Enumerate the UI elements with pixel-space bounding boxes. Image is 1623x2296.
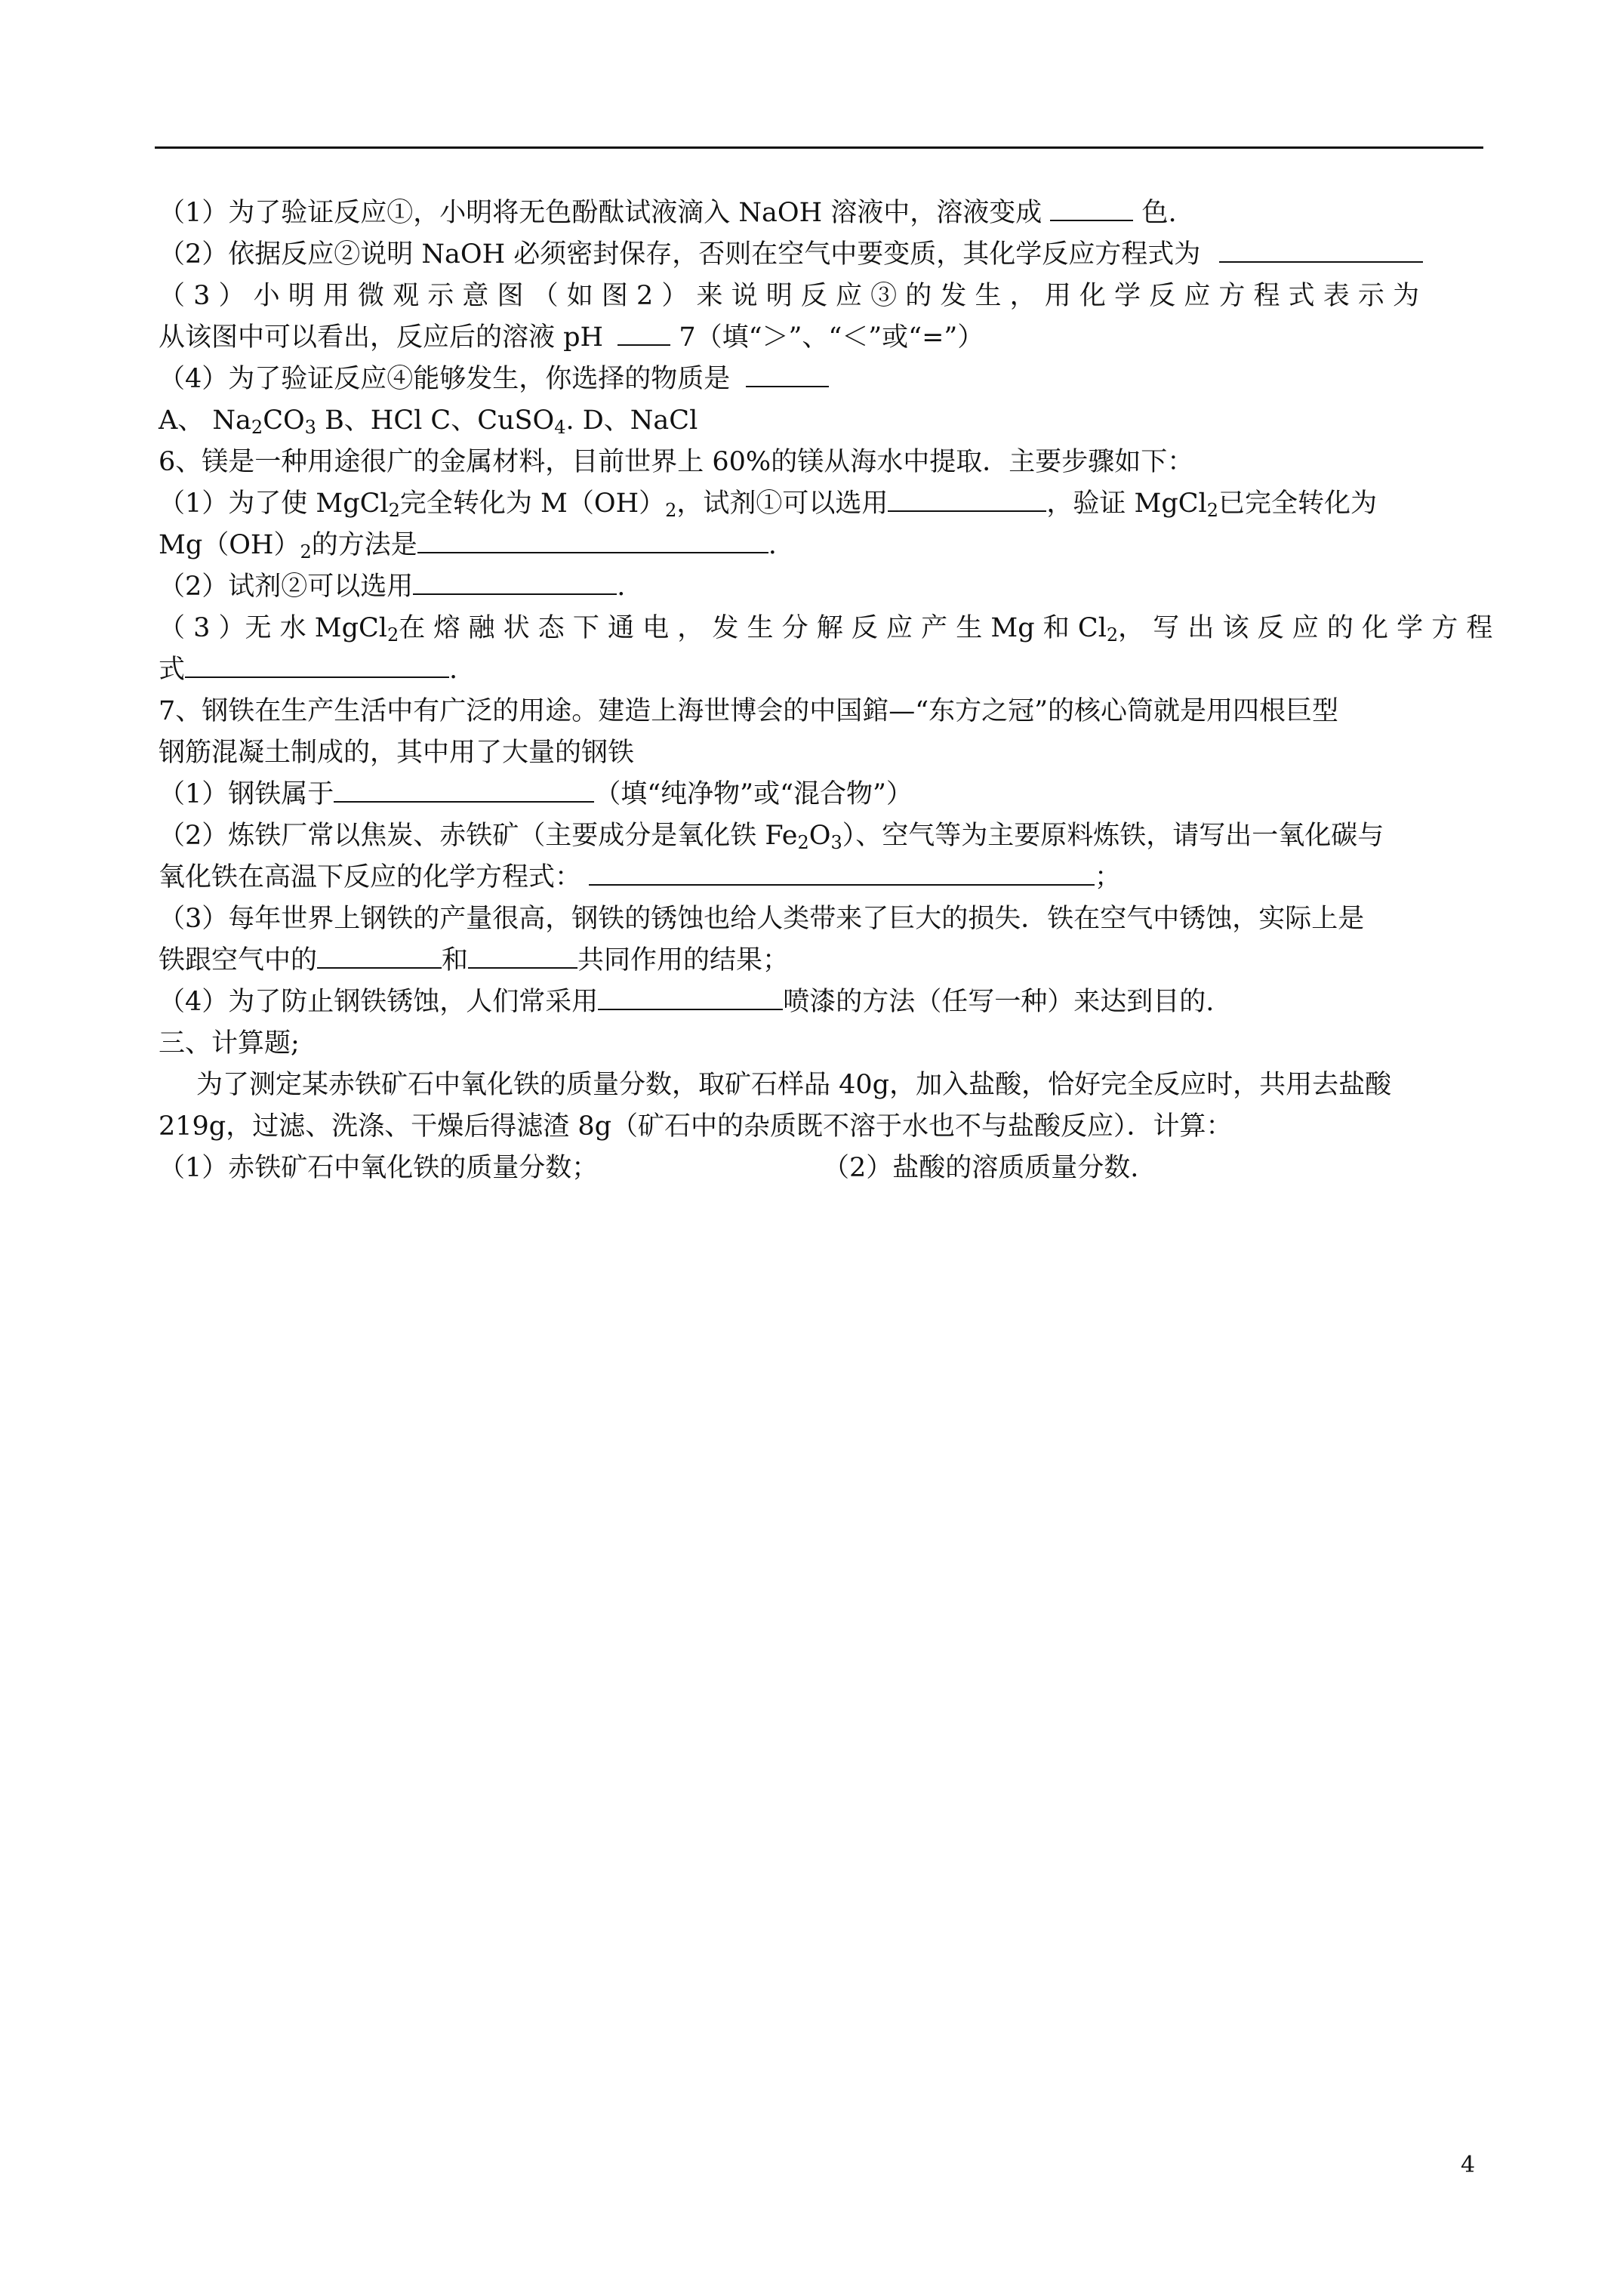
q6-part3-line2: 式 .	[159, 649, 1483, 691]
answer-blank[interactable]	[888, 485, 1046, 512]
q5-options: A、 $Na_2CO_3$ B、HCl C、CuSO$_4$. D、NaCl	[159, 405, 698, 438]
q6-part1-line1: （1）为了使 MgCl$_2$完全转化为 $M(OH)_2$，试剂①可以选用 ，验证 MgCl$_2$已完全转化为	[159, 483, 1483, 525]
q5-part4: （4）为了验证反应④能够发生，你选择的物质是	[159, 359, 1483, 400]
answer-blank[interactable]	[746, 360, 829, 387]
q6-part1-line2: $Mg(OH)_2$的方法是 .	[159, 525, 1483, 566]
calc-subquestion-2: （2）盐酸的溶质质量分数.	[823, 1153, 1139, 1183]
page-number: 4	[1461, 2152, 1476, 2178]
q7-part3-line1: （3）每年世界上钢铁的产量很高，钢铁的锈蚀也给人类带来了巨大的损失．铁在空气中锈蚀，实际上是	[159, 904, 1365, 934]
q5-part2: （2）依据反应②说明 NaOH 必须密封保存，否则在空气中要变质，其化学反应方程式为	[159, 234, 1483, 276]
q6-part3-line1: （ 3 ） 无 水 MgCl$_2$ 在 熔 融 状 态 下 通 电 ， 发 生 分 解 反 应 产 生 Mg 和 $Cl_2$ ， 写 出 该 反 应 的 化 学 方 程	[159, 613, 1493, 646]
q7-intro-line2: 钢筋混凝土制成的，其中用了大量的钢铁	[159, 738, 635, 768]
q7-part4: （4）为了防止钢铁锈蚀，人们常采用 喷漆的方法（任写一种）来达到目的.	[159, 982, 1483, 1023]
q5-part1: （1）为了验证反应①，小明将无色酚酞试液滴入 NaOH 溶液中，溶液变成 色.	[159, 193, 1483, 234]
answer-blank[interactable]	[185, 651, 449, 678]
q7-part3-line2: 铁跟空气中的 和 共同作用的结果；	[159, 940, 1483, 982]
q7-part2-line2: 氧化铁在高温下反应的化学方程式： ；	[159, 857, 1483, 898]
q5-part3-line2: 从该图中可以看出，反应后的溶液 pH 7（填“＞”、“＜”或“=”）	[159, 317, 1483, 359]
answer-blank[interactable]	[1219, 236, 1423, 263]
calc-problem-line2: 219g，过滤、洗涤、干燥后得滤渣 8g（矿石中的杂质既不溶于水也不与盐酸反应）．计算：	[159, 1111, 1233, 1142]
calc-subquestion-1: （1）赤铁矿石中氧化铁的质量分数；	[159, 1153, 599, 1183]
answer-blank[interactable]	[317, 942, 442, 969]
calc-problem-line1: 为了测定某赤铁矿石中氧化铁的质量分数，取矿石样品 40g，加入盐酸，恰好完全反应时，共用去盐酸	[196, 1070, 1392, 1100]
q7-part1: （1）钢铁属于 （填“纯净物”或“混合物”）	[159, 774, 1483, 815]
answer-blank[interactable]	[413, 568, 617, 595]
q5-part3-line1: （ 3 ） 小 明 用 微 观 示 意 图 （ 如 图 2 ） 来 说 明 反 应 ③ 的 发 生 ， 用 化 学 反 应 方 程 式 表 示 为	[159, 281, 1420, 311]
section-heading: 三、计算题;	[159, 1028, 300, 1059]
q6-part2: （2）试剂②可以选用 .	[159, 566, 1483, 608]
answer-blank[interactable]	[598, 983, 783, 1010]
calc-subquestions	[159, 1148, 1483, 1189]
answer-blank[interactable]	[617, 319, 670, 346]
answer-blank[interactable]	[468, 942, 577, 969]
answer-blank[interactable]	[1050, 194, 1133, 221]
q7-intro-line1: 7、钢铁在生产生活中有广泛的用途。建造上海世博会的中国錧—“东方之冠”的核心筒就是用四根巨型	[159, 696, 1339, 726]
worksheet-body	[159, 193, 1493, 1189]
q6-intro: 6、镁是一种用途很广的金属材料，目前世界上 60%的镁从海水中提取．主要步骤如下：	[159, 447, 1194, 477]
answer-blank[interactable]	[589, 858, 1095, 886]
q7-part2-line1: （2）炼铁厂常以焦炭、赤铁矿（主要成分是氧化铁 $Fe_2O_3$）、空气等为主要原料炼铁，请写出一氧化碳与	[159, 821, 1384, 853]
header-rule	[155, 146, 1483, 149]
answer-blank[interactable]	[334, 775, 594, 803]
answer-blank[interactable]	[417, 526, 768, 553]
